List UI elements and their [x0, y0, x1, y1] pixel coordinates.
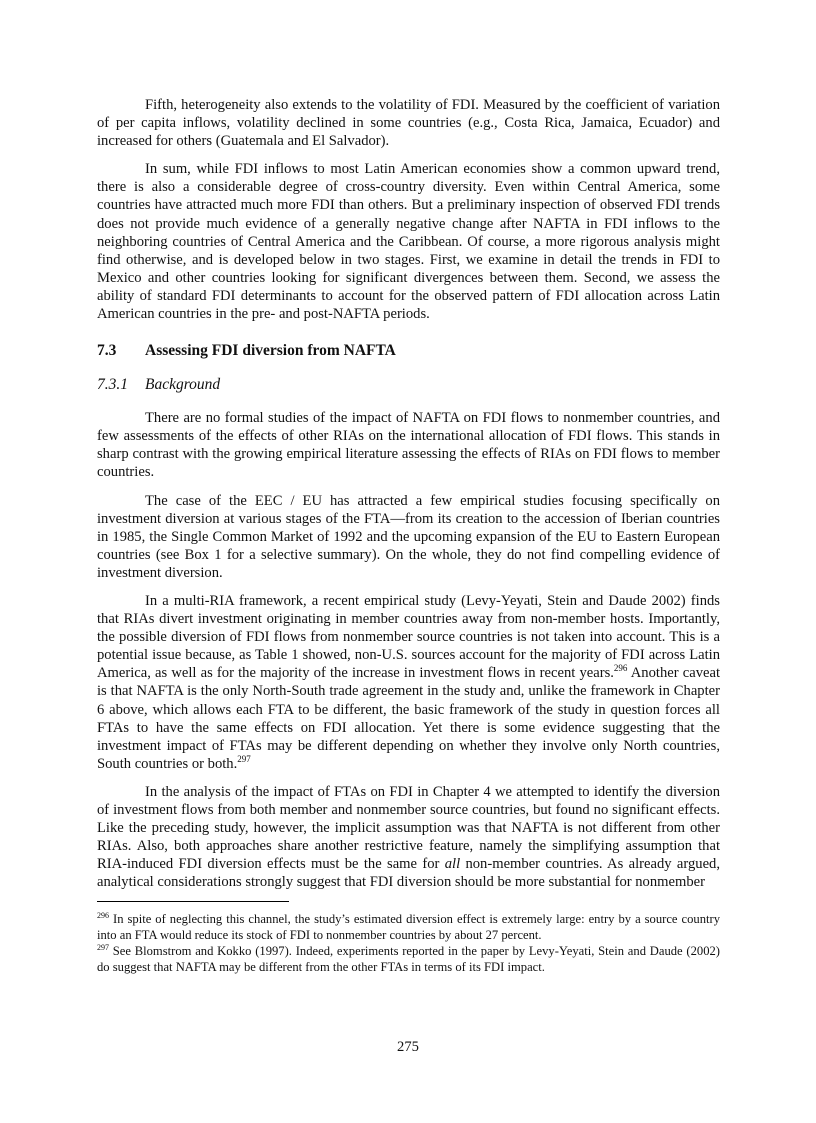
text-segment: In the analysis of the impact of FTAs on FDI in Chapter 4 we attempted to identify the diversion of investment flows from both member and nonmember source countries, but found no significant effects. Like the preceding study, however, the implicit assumption was that NAFTA is not different from other RIAs. Also, both approaches share another restrictive feature, namely the simplifying assumption that RIA-induced FDI diversion effects must be the same for [97, 783, 720, 873]
paragraph-volatility: Fifth, heterogeneity also extends to the volatility of FDI. Measured by the coefficient of variation of per capita inflows, volatility declined in some countries (e.g., Costa Rica, Jamaica, Ecuador) and increased for others (Guatemala and El Salvador). [97, 97, 720, 150]
paragraph-in-sum: In sum, while FDI inflows to most Latin American economies show a common upward trend, there is also a considerable degree of cross-country diversity. Even within Central America, some countries have attracted much more FDI than others. But a preliminary inspection of observed FDI trends does not provide much evidence of a generally negative change after NAFTA in FDI inflows to the neighboring countries of Central America and the Caribbean. Of course, a more rigorous analysis might find otherwise, and is developed below in two stages. First, we examine in detail the trends in FDI to Mexico and other countries looking for significant divergences between them. Second, we assess the ability of standard FDI determinants to account for the observed pattern of FDI allocation across Latin American countries in the pre- and post-NAFTA periods. [97, 161, 720, 323]
footnote-text: See Blomstrom and Kokko (1997). Indeed, experiments reported in the paper by Levy-Yeyati, Stein and Daude (2002) do suggest that NAFTA may be different from the other FTAs in terms of its FDI impact. [97, 944, 720, 974]
section-number: 7.3 [97, 342, 117, 360]
page-number: 275 [397, 1039, 419, 1055]
emphasis: all [444, 856, 461, 873]
paragraph-chapter-4 [97, 783, 720, 892]
subsection-heading [97, 375, 720, 395]
paragraph-multi-ria [97, 592, 720, 773]
footnote-number: 296 [97, 911, 109, 921]
footnote-number: 297 [97, 943, 109, 953]
footnote-297 [97, 944, 720, 975]
paragraph-no-formal-studies: There are no formal studies of the impact of NAFTA on FDI flows to nonmember countries, and few assessments of the effects of other RIAs on the international allocation of FDI flows. This stands in sharp contrast with the growing empirical literature assessing the effects of RIAs on FDI flows to member countries. [97, 410, 720, 481]
subsection-title: Background [145, 376, 221, 394]
page-body [97, 96, 720, 976]
footnote-ref-296[interactable]: 296 [613, 663, 628, 674]
section-heading [97, 341, 720, 361]
footnote-296 [97, 912, 720, 943]
subsection-number: 7.3.1 [97, 376, 128, 394]
footnote-ref-297[interactable]: 297 [237, 753, 251, 764]
footnote-divider [97, 901, 289, 902]
section-title: Assessing FDI diversion from NAFTA [145, 342, 396, 360]
paragraph-eec-eu: The case of the EEC / EU has attracted a few empirical studies focusing specifically on investment diversion at various stages of the FTA—from its creation to the accession of Iberian countries in 1985, the Single Common Market of 1992 and the upcoming expansion of the EU to Eastern European countries (see Box 1 for a selective summary). On the whole, they do not find compelling evidence of investment diversion. [97, 492, 720, 581]
text-segment: In a multi-RIA framework, a recent empirical study (Levy-Yeyati, Stein and Daude 2002) finds that RIAs divert investment originating in member countries away from non-member hosts. Importantly, the possible diversion of FDI flows from nonmember source countries is not taken into account. This is a potential issue because, as Table 1 showed, non-U.S. sources account for the majority of FDI across Latin America, as well as for the majority of the increase in investment flows in recent years. [97, 592, 720, 682]
text-segment: Another caveat is that NAFTA is the only North-South trade agreement in the study and, unlike the framework in Chapter 6 above, which allows each FTA to be different, the basic framework of the study in question forces all FTAs to have the same effects on FDI allocation. Yet there is some evidence suggesting that the investment impact of FTAs may be different depending on whether they involve only North countries, South countries or both. [97, 665, 720, 772]
footnote-text: In spite of neglecting this channel, the study’s estimated diversion effect is extremely large: entry by a source country into an FTA would reduce its stock of FDI to nonmember countries by about 27 percent. [97, 912, 720, 942]
text-segment: non-member countries. As already argued, analytical considerations strongly suggest that FDI diversion should be more substantial for nonmember [97, 856, 720, 891]
